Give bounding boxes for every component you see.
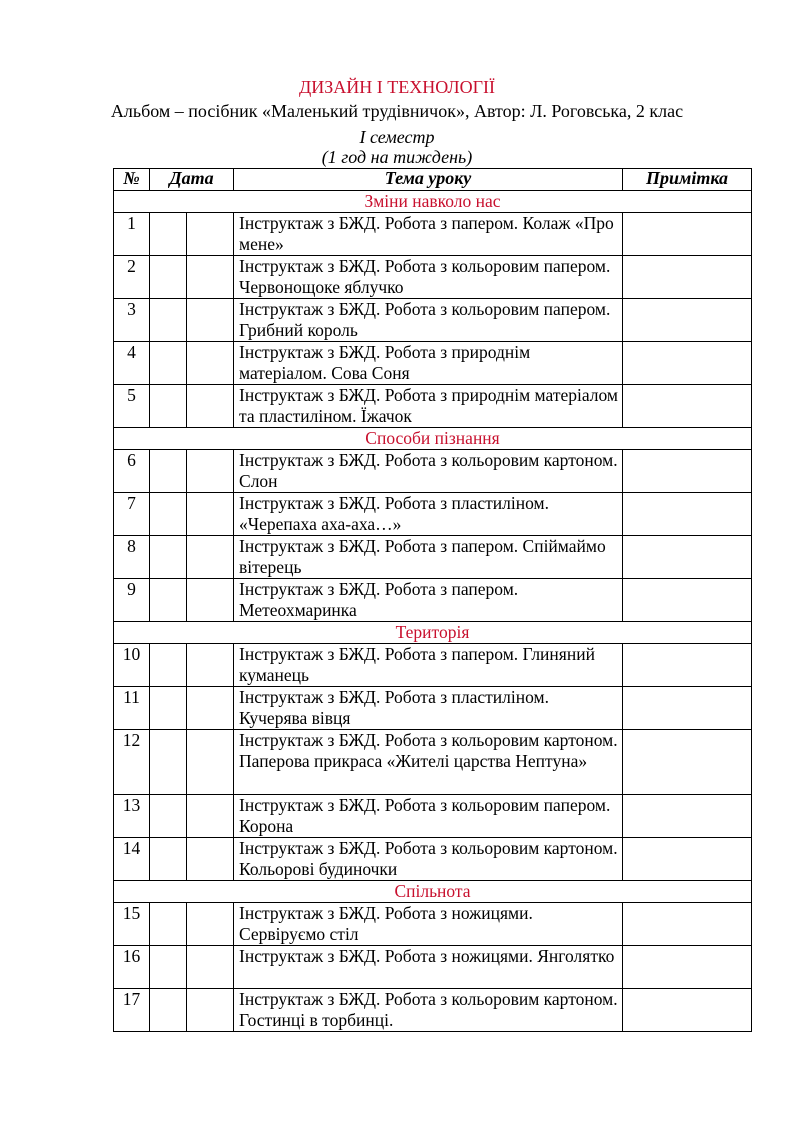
table-row [114, 213, 752, 256]
date-cell-2 [187, 946, 234, 989]
header-note: Примітка [623, 169, 752, 191]
note-cell [623, 256, 752, 299]
lesson-number: 5 [114, 385, 150, 428]
lesson-number: 9 [114, 579, 150, 622]
note-cell [623, 450, 752, 493]
note-cell [623, 493, 752, 536]
date-cell-1 [150, 385, 187, 428]
note-cell [623, 579, 752, 622]
lesson-number: 3 [114, 299, 150, 342]
date-cell-2 [187, 450, 234, 493]
date-cell-1 [150, 644, 187, 687]
table-header-row [114, 169, 752, 191]
lesson-topic: Інструктаж з БЖД. Робота з ножицями. Янголятко [234, 946, 623, 989]
note-cell [623, 299, 752, 342]
lesson-topic: Інструктаж з БЖД. Робота з кольоровим картоном. Паперова прикраса «Жителі царства Нептуна» [234, 730, 623, 795]
table-row [114, 579, 752, 622]
document-subtitle: Альбом – посібник «Маленький трудівничок», Автор: Л. Роговська, 2 клас [110, 101, 684, 121]
table-row [114, 903, 752, 946]
lesson-number: 10 [114, 644, 150, 687]
note-cell [623, 730, 752, 795]
date-cell-2 [187, 989, 234, 1032]
lesson-topic: Інструктаж з БЖД. Робота з папером. Метеохмаринка [234, 579, 623, 622]
date-cell-1 [150, 903, 187, 946]
lesson-number: 13 [114, 795, 150, 838]
lesson-topic: Інструктаж з БЖД. Робота з кольоровим папером. Червонощоке яблучко [234, 256, 623, 299]
lesson-number: 12 [114, 730, 150, 795]
date-cell-1 [150, 687, 187, 730]
note-cell [623, 838, 752, 881]
lesson-number: 15 [114, 903, 150, 946]
date-cell-2 [187, 579, 234, 622]
section-title: Територія [114, 622, 752, 644]
note-cell [623, 687, 752, 730]
table-row [114, 795, 752, 838]
lesson-topic: Інструктаж з БЖД. Робота з кольоровим картоном. Гостинці в торбинці. [234, 989, 623, 1032]
lesson-topic: Інструктаж з БЖД. Робота з кольоровим папером. Грибний король [234, 299, 623, 342]
hours-label: (1 год на тиждень) [321, 147, 473, 167]
date-cell-2 [187, 644, 234, 687]
date-cell-2 [187, 299, 234, 342]
date-cell-2 [187, 256, 234, 299]
table-row [114, 256, 752, 299]
lesson-number: 14 [114, 838, 150, 881]
note-cell [623, 536, 752, 579]
date-cell-2 [187, 536, 234, 579]
date-cell-2 [187, 838, 234, 881]
lesson-plan-table [113, 168, 752, 1032]
date-cell-2 [187, 730, 234, 795]
lesson-number: 1 [114, 213, 150, 256]
table-row [114, 946, 752, 989]
table-row [114, 342, 752, 385]
date-cell-1 [150, 342, 187, 385]
header-date: Дата [150, 169, 234, 191]
lesson-number: 2 [114, 256, 150, 299]
date-cell-2 [187, 795, 234, 838]
table-body [114, 191, 752, 1032]
table-row [114, 385, 752, 428]
lesson-topic: Інструктаж з БЖД. Робота з пластиліном. «Черепаха аха-аха…» [234, 493, 623, 536]
lesson-topic: Інструктаж з БЖД. Робота з кольоровим папером. Корона [234, 795, 623, 838]
table-row [114, 989, 752, 1032]
note-cell [623, 903, 752, 946]
semester-label: І семестр [359, 127, 435, 147]
section-row [114, 191, 752, 213]
table-row [114, 730, 752, 795]
lesson-number: 8 [114, 536, 150, 579]
date-cell-2 [187, 903, 234, 946]
lesson-topic: Інструктаж з БЖД. Робота з кольоровим картоном. Слон [234, 450, 623, 493]
table-row [114, 838, 752, 881]
note-cell [623, 989, 752, 1032]
note-cell [623, 342, 752, 385]
document-title: ДИЗАЙН І ТЕХНОЛОГІЇ [299, 77, 495, 97]
lesson-topic: Інструктаж з БЖД. Робота з природнім матеріалом та пластиліном. Їжачок [234, 385, 623, 428]
note-cell [623, 946, 752, 989]
date-cell-1 [150, 299, 187, 342]
lesson-topic: Інструктаж з БЖД. Робота з папером. Глиняний куманець [234, 644, 623, 687]
note-cell [623, 213, 752, 256]
lesson-topic: Інструктаж з БЖД. Робота з папером. Спіймаймо вітерець [234, 536, 623, 579]
lesson-topic: Інструктаж з БЖД. Робота з пластиліном. Кучерява вівця [234, 687, 623, 730]
note-cell [623, 795, 752, 838]
lesson-number: 11 [114, 687, 150, 730]
date-cell-1 [150, 536, 187, 579]
date-cell-1 [150, 256, 187, 299]
table-row [114, 687, 752, 730]
date-cell-2 [187, 213, 234, 256]
table-row [114, 536, 752, 579]
header-topic: Тема уроку [234, 169, 623, 191]
lesson-number: 7 [114, 493, 150, 536]
table-row [114, 450, 752, 493]
section-title: Зміни навколо нас [114, 191, 752, 213]
lesson-topic: Інструктаж з БЖД. Робота з ножицями. Сервіруємо стіл [234, 903, 623, 946]
lesson-number: 4 [114, 342, 150, 385]
note-cell [623, 644, 752, 687]
date-cell-1 [150, 989, 187, 1032]
lesson-topic: Інструктаж з БЖД. Робота з кольоровим картоном. Кольорові будиночки [234, 838, 623, 881]
lesson-topic: Інструктаж з БЖД. Робота з папером. Колаж «Про мене» [234, 213, 623, 256]
table-row [114, 493, 752, 536]
date-cell-2 [187, 493, 234, 536]
date-cell-2 [187, 342, 234, 385]
table-row [114, 299, 752, 342]
lesson-number: 17 [114, 989, 150, 1032]
date-cell-1 [150, 838, 187, 881]
lesson-topic: Інструктаж з БЖД. Робота з природнім матеріалом. Сова Соня [234, 342, 623, 385]
section-row [114, 881, 752, 903]
lesson-number: 16 [114, 946, 150, 989]
date-cell-1 [150, 213, 187, 256]
date-cell-2 [187, 385, 234, 428]
date-cell-1 [150, 795, 187, 838]
note-cell [623, 385, 752, 428]
section-row [114, 428, 752, 450]
date-cell-2 [187, 687, 234, 730]
lesson-number: 6 [114, 450, 150, 493]
date-cell-1 [150, 493, 187, 536]
date-cell-1 [150, 450, 187, 493]
section-row [114, 622, 752, 644]
section-title: Спільнота [114, 881, 752, 903]
header-number: № [114, 169, 150, 191]
section-title: Способи пізнання [114, 428, 752, 450]
table-row [114, 644, 752, 687]
date-cell-1 [150, 730, 187, 795]
date-cell-1 [150, 946, 187, 989]
date-cell-1 [150, 579, 187, 622]
